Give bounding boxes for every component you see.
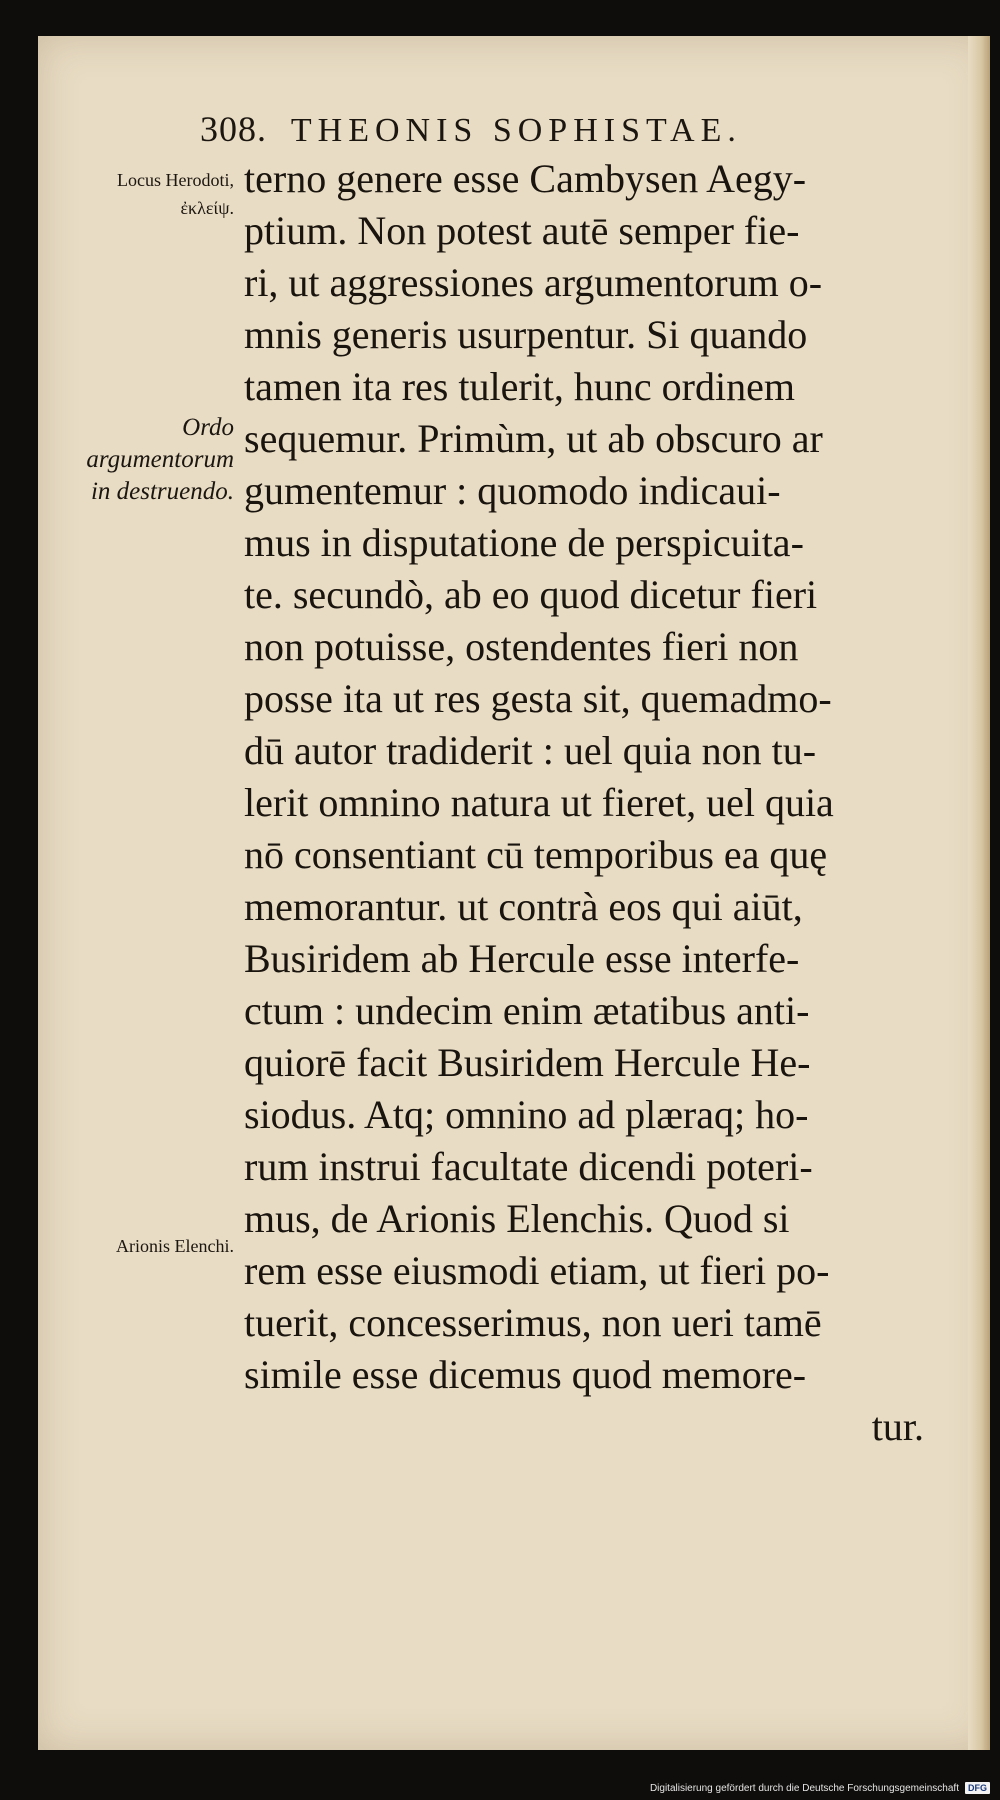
text-line: mus, de Arionis Elenchis. Quod si	[244, 1196, 790, 1241]
text-line: siodus. Atq; omnino ad plæraq; ho-	[244, 1092, 809, 1137]
text-line: ri, ut aggressiones argumentorum o-	[244, 260, 823, 305]
text-line: terno genere esse Cambysen Aegy-	[244, 156, 807, 201]
footer-credit: Digitalisierung gefördert durch die Deutsche Forschungsgemeinschaft	[649, 1782, 959, 1794]
margin-note-herodotus: Locus Herodoti, ἐκλείψ.	[117, 170, 234, 218]
text-line: rem esse eiusmodi etiam, ut fieri po-	[244, 1248, 830, 1293]
page-number: 308.	[200, 109, 267, 149]
text-line: mnis generis usurpentur. Si quando	[244, 312, 808, 357]
running-header	[200, 108, 940, 150]
text-line: sequemur. Primùm, ut ab obscuro ar	[244, 416, 823, 461]
text-line: ctum : undecim enim ætatibus anti-	[244, 988, 810, 1033]
text-line: mus in disputatione de perspicuita-	[244, 520, 804, 565]
dfg-logo-icon: DFG	[965, 1782, 990, 1794]
text-line: rum instrui facultate dicendi poteri-	[244, 1144, 813, 1189]
margin-note-arionis: Arionis Elenchi.	[116, 1236, 234, 1256]
text-line: lerit omnino natura ut fieret, uel quia	[244, 780, 834, 825]
margin-note-ordo: Ordo argumentorum in destruendo.	[86, 414, 234, 505]
text-line-catchword: tur.	[871, 1404, 924, 1449]
text-line: posse ita ut res gesta sit, quemadmo-	[244, 676, 832, 721]
text-line: tamen ita res tulerit, hunc ordinem	[244, 364, 795, 409]
text-line: nō consentiant cū temporibus ea quę	[244, 832, 828, 877]
page-edge	[968, 36, 990, 1750]
text-line: Busiridem ab Hercule esse interfe-	[244, 936, 800, 981]
text-line: te. secundò, ab eo quod dicetur fieri	[244, 572, 818, 617]
main-text-block	[244, 153, 944, 1453]
text-line: memorantur. ut contrà eos qui aiūt,	[244, 884, 803, 929]
text-line: tuerit, concesserimus, non ueri tamē	[244, 1300, 822, 1345]
running-title: THEONIS SOPHISTAE.	[290, 112, 742, 149]
text-line: ptium. Non potest autē semper fie-	[244, 208, 800, 253]
digitization-footer	[650, 1782, 990, 1794]
text-line: dū autor tradiderit : uel quia non tu-	[244, 728, 817, 773]
text-line: gumentemur : quomodo indicaui-	[244, 468, 781, 513]
text-line: simile esse dicemus quod memore-	[244, 1352, 807, 1397]
text-line: quiorē facit Busiridem Hercule He-	[244, 1040, 811, 1085]
text-line: non potuisse, ostendentes fieri non	[244, 624, 799, 669]
